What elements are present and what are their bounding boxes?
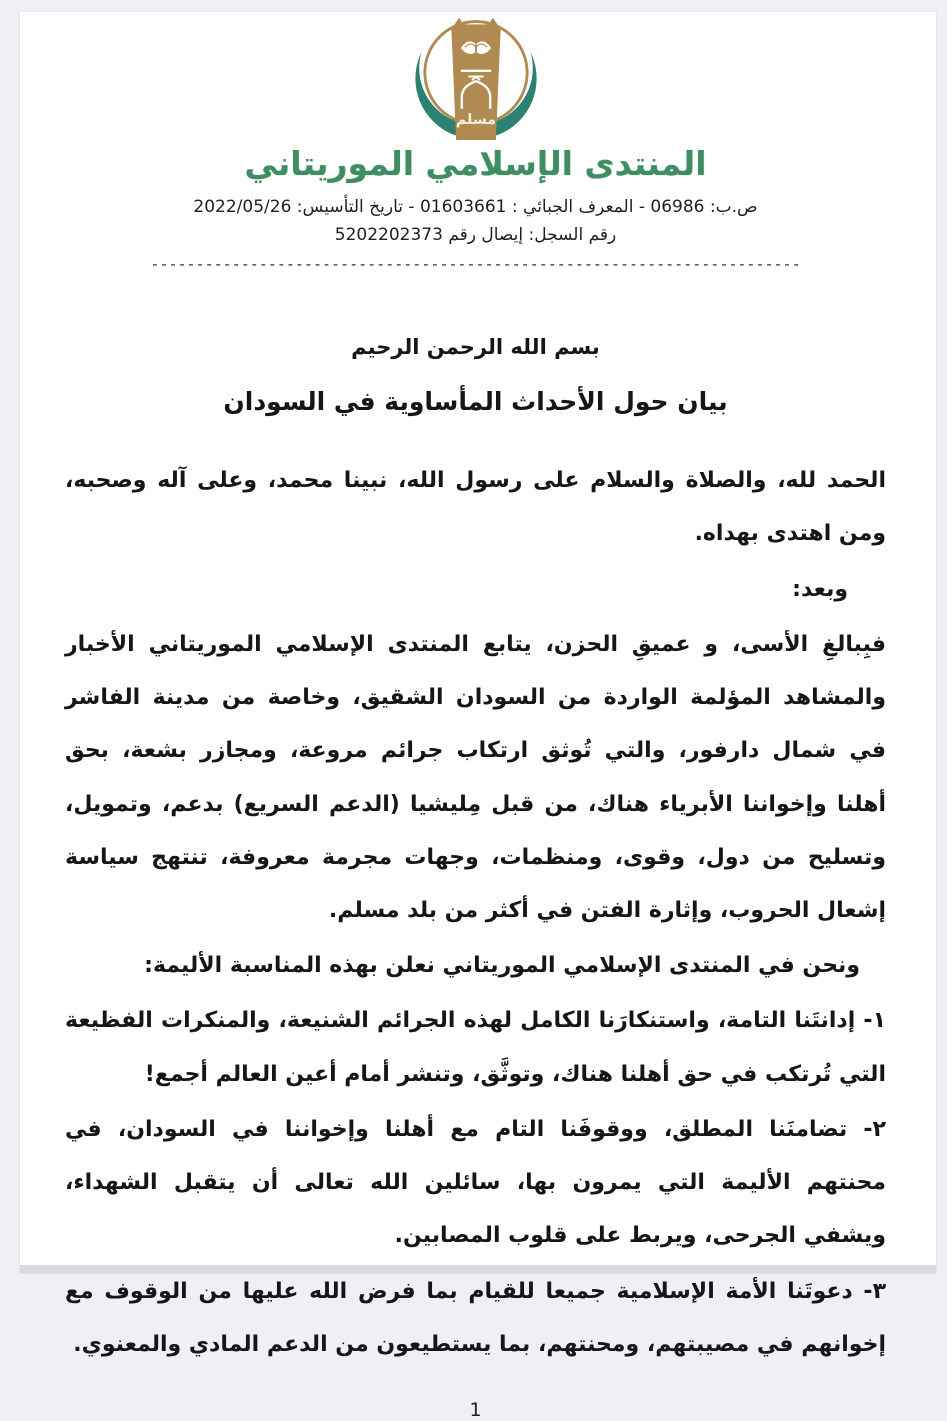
opening-salutation: الحمد لله، والصلاة والسلام على رسول الله، نبينا محمد، وعلى آله وصحبه، ومن اهتدى بهداه. [65, 468, 886, 547]
organization-logo [65, 12, 886, 183]
svg-text:مسلم: مسلم [455, 111, 496, 128]
document-paper [20, 12, 936, 1421]
minaret-crescent-logo-icon [381, 14, 571, 140]
dashed-separator: ------------------------------------------------------------------------ [150, 255, 801, 274]
intro-paragraph: فبِبالغِ الأسى، و عميقِ الحزن، يتابع المنتدى الإسلامي الموريتاني الأخبار والمشاهد المؤلمة الواردة من السودان الشقيق، وخاصة من مدينة الفاشر في شمال دارفور، والتي تُوثق ارتكاب جرائم مروعة، ومجازر بشعة، بحق أهلنا وإخواننا الأبرياء هناك، من قبل مِليشيا (الدعم السريع) بدعم، وتمويل، وتسليح من دول، وقوى، ومنظمات، وجهات مجرمة معروفة، تنتهج سياسة إشعال الحروب، وإثارة الفتن في أكثر من بلد مسلم. [65, 631, 886, 923]
page-number: 1 [469, 1399, 482, 1421]
contact-line-1: ص.ب: 06986 - المعرف الجبائي : 01603661 - تاريخ التأسيس: 2022/05/26 [193, 197, 758, 217]
letterhead-contact-block [65, 193, 886, 249]
statement-item-3: ٣- دعوتَنا الأمة الإسلامية جميعا للقيام بما فرض الله عليها من الوقوف مع إخوانهم في مصيبتهم، ومحنتهم، بما يستطيعون من الدعم المادي والمعنوي. [65, 1278, 886, 1357]
statement-title: بيان حول الأحداث المأساوية في السودان [223, 387, 728, 417]
statement-item-1: ١- إدانتَنا التامة، واستنكارَنا الكامل لهذه الجرائم الشنيعة، والمنكرات الفظيعة التي تُرتكب في حق أهلنا هناك، وتوثَّق، وتنشر أمام أعين العالم أجمع! [65, 1008, 886, 1087]
basmala: بسم الله الرحمن الرحيم [351, 335, 600, 360]
scan-bottom-edge [20, 1265, 936, 1272]
statement-item-2: ٢- تضامنَنا المطلق، ووقوفَنا التام مع أهلنا وإخواننا في السودان، في محنتهم الأليمة التي يمرون بها، سائلين الله تعالى أن يتقبل الشهداء، ويشفي الجرحى، ويربط على قلوب المصابين. [65, 1116, 886, 1249]
statement-body [65, 335, 886, 1421]
waba3d-line: وبعد: [792, 576, 848, 602]
organization-name-calligraphy: المنتدى الإسلامي الموريتاني [244, 144, 707, 183]
contact-line-2: رقم السجل: إيصال رقم 5202202373 [334, 225, 617, 246]
announcement-line: ونحن في المنتدى الإسلامي الموريتاني نعلن بهذه المناسبة الأليمة: [144, 953, 860, 979]
